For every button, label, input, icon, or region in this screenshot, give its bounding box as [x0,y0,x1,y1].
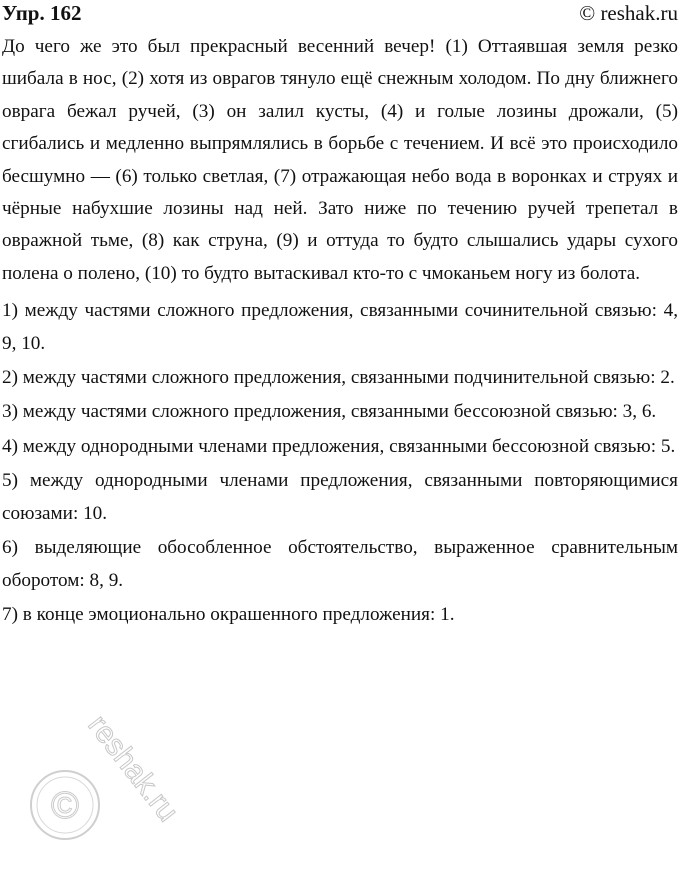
document-body [2,31,678,631]
copyright-label: © reshak.ru [579,1,678,25]
answer-item-6: 6) выделяющие обособленное обстоятельство, выраженное сравнительным оборотом: 8, 9. [2,537,678,591]
exercise-title: Упр. 162 [2,1,82,25]
exercise-text: До чего же это был прекрасный весенний вечер! (1) Оттаявшая земля резко шибала в нос, (2) хотя из оврагов тянуло ещё снежным холодом. По дну ближнего оврага бежал ручей, (3) он залил кусты, (4) и голые лозины дрожали, (5) сгибались и медленно выпрямлялись в борьбе с течением. И всё это происходило бесшумно — (6) только светлая, (7) отражающая небо вода в воронках и струях и чёрные набухшие лозины над ней. Зато ниже по течению ручей трепетал в овражной тьме, (8) как струна, (9) и оттуда то будто слышались удары сухого полена о полено, (10) то будто вытаскивал кто-то с чмоканьем ногу из болота. [2,36,678,284]
svg-text:reshak.ru: reshak.ru [81,715,185,828]
svg-text:©: © [51,785,79,827]
copyright-watermark-icon [25,715,195,865]
answer-item-1: 1) между частями сложного предложения, связанными сочинительной связью: 4, 9, 10. [2,300,678,354]
answer-item-7: 7) в конце эмоционально окрашенного предложения: 1. [2,603,455,625]
answer-item-4: 4) между однородными членами предложения, связанными бессоюзной связью: 5. [2,435,676,457]
answer-item-2: 2) между частями сложного предложения, связанными подчинительной связью: 2. [2,367,675,389]
page-header [0,0,680,26]
answer-item-5: 5) между однородными членами предложения, связанными повторяющимися союзами: 10. [2,470,678,524]
answer-item-3: 3) между частями сложного предложения, связанными бессоюзной связью: 3, 6. [2,401,657,423]
watermark [25,715,195,865]
